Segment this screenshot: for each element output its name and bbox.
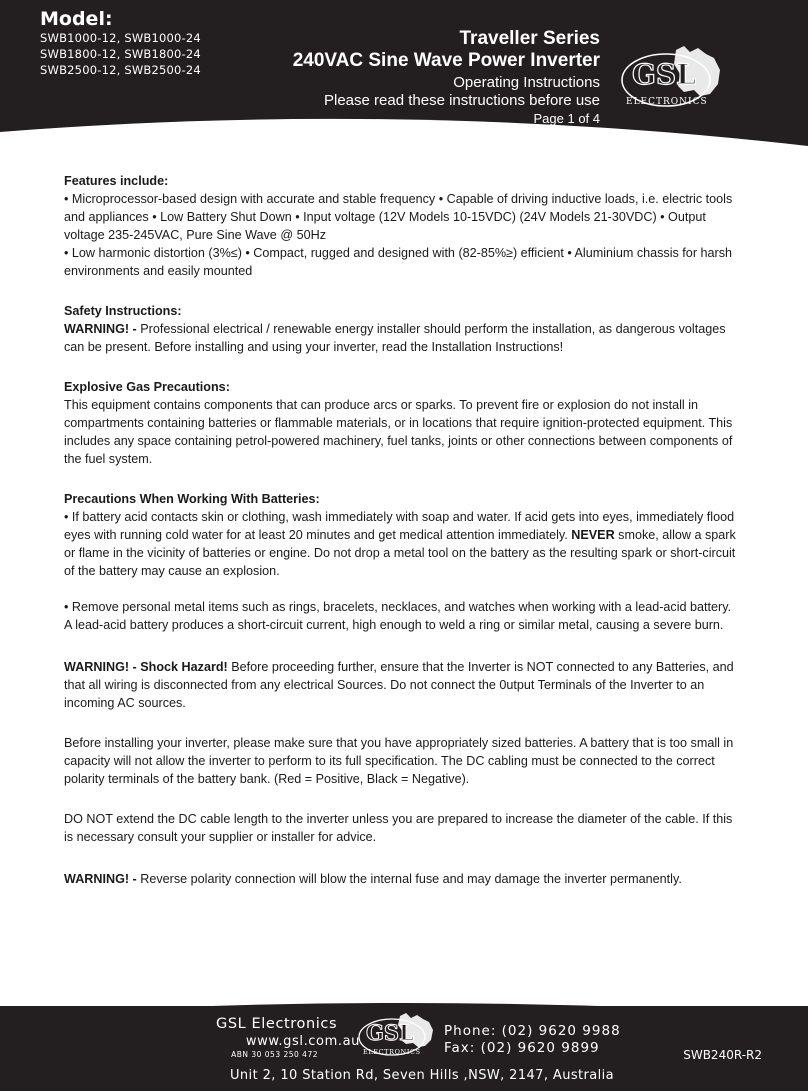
svg-text:GSL: GSL xyxy=(366,1020,414,1045)
svg-text:ELECTRONICS: ELECTRONICS xyxy=(626,97,708,107)
footer-phone: Phone: (02) 9620 9988 xyxy=(444,1023,621,1039)
reverse-text: Reverse polarity connection will blow the internal fuse and may damage the inverter permanently. xyxy=(136,872,682,886)
explosive-paragraph: This equipment contains components that can produce arcs or sparks. To prevent fire or explosion do not install in compartments containing batteries or flammable materials, or in locations that require ignition-protected equipment. This includes any space containing petrol-powered machinery, fuel tanks, joints or other connections between components of the fuel system. xyxy=(64,398,733,466)
model-line: SWB1800-12, SWB1800-24 xyxy=(40,47,201,61)
features-paragraph: • Microprocessor-based design with accurate and stable frequency • Capable of driving inductive loads, i.e. electric tools and appliances • Low Battery Shut Down • Input voltage (12V Models 10-15VDC) (24V Models 21-30VDC) • Output voltage 235-245VAC, Pure Sine Wave @ 50Hz xyxy=(64,192,733,242)
cable-paragraph: DO NOT extend the DC cable length to the inverter unless you are prepared to increase the diameter of the cable. If this is necessary consult your supplier or installer for advice. xyxy=(64,812,733,844)
read-instructions-label: Please read these instructions before use xyxy=(324,92,600,109)
batteries-paragraph xyxy=(64,508,740,580)
batteries-title: Precautions When Working With Batteries: xyxy=(64,492,320,506)
svg-text:GSL: GSL xyxy=(632,58,696,91)
reverse-polarity-paragraph xyxy=(64,870,740,888)
shock-text: Before proceeding further, ensure that the Inverter is NOT connected to any Batteries, and that all wiring is disconnected from any electrical Sources. Do not connect the 0utput Terminals of the Inverter to an incoming AC sources. xyxy=(64,660,734,710)
batteries-text: smoke, allow a spark or flame in the vicinity of batteries or engine. Do not drop a metal tool on the battery as the resulting spark or short-circuit of the battery may cause an explosion. xyxy=(64,528,736,578)
footer-fax: Fax: (02) 9620 9899 xyxy=(444,1040,600,1056)
batteries-paragraph: • Remove personal metal items such as rings, bracelets, necklaces, and watches when working with a lead-acid battery. A lead-acid battery produces a short-circuit current, high enough to weld a ring or similar metal, causing a severe burn. xyxy=(64,600,732,632)
warning-label: WARNING! - xyxy=(64,322,137,336)
batteries-text: • If battery acid contacts skin or clothing, wash immediately with soap and water. If acid gets into eyes, immediately flood eyes with running cold water for at least 20 minutes and get medical attention immediately. xyxy=(64,510,735,542)
product-title: 240VAC Sine Wave Power Inverter xyxy=(292,50,600,71)
model-line: SWB2500-12, SWB2500-24 xyxy=(40,63,201,77)
footer-company-name: GSL Electronics xyxy=(216,1016,338,1032)
explosive-title: Explosive Gas Precautions: xyxy=(64,380,230,394)
svg-text:ELECTRONICS: ELECTRONICS xyxy=(363,1048,421,1056)
footer-abn: ABN 30 053 250 472 xyxy=(231,1050,318,1059)
shock-warning-label: WARNING! - Shock Hazard! xyxy=(64,660,228,674)
never-emphasis: NEVER xyxy=(571,528,615,542)
gsl-logo xyxy=(618,44,728,114)
model-label: Model: xyxy=(40,8,113,30)
safety-paragraph xyxy=(64,320,740,356)
sizing-paragraph: Before installing your inverter, please make sure that you have appropriately sized batteries. A battery that is too small in capacity will not allow the inverter to perform to its full specification. The DC cabling must be connected to the correct polarity terminals of the battery bank. (Red = Positive, Black = Negative). xyxy=(64,736,734,786)
gsl-logo-footer xyxy=(356,1012,438,1058)
features-title: Features include: xyxy=(64,174,169,188)
footer-address: Unit 2, 10 Station Rd, Seven Hills ,NSW, 2147, Australia xyxy=(230,1068,615,1083)
page-number: Page 1 of 4 xyxy=(533,111,600,126)
features-paragraph: • Low harmonic distortion (3%≤) • Compact, rugged and designed with (82-85%≥) efficient • Aluminium chassis for harsh environments and easily mounted xyxy=(64,246,733,278)
shock-paragraph xyxy=(64,658,740,712)
safety-text: Professional electrical / renewable energy installer should perform the installation, as dangerous voltages can be present. Before installing and using your inverter, read the Installation Instructions! xyxy=(64,322,726,354)
document-body xyxy=(64,172,740,888)
document-code: SWB240R-R2 xyxy=(683,1048,762,1062)
safety-title: Safety Instructions: xyxy=(64,304,182,318)
reverse-warning-label: WARNING! - xyxy=(64,872,137,886)
footer-website-link[interactable]: www.gsl.com.au xyxy=(245,1034,360,1049)
model-line: SWB1000-12, SWB1000-24 xyxy=(40,31,201,45)
operating-instructions-label: Operating Instructions xyxy=(453,74,600,91)
series-title: Traveller Series xyxy=(459,28,600,49)
